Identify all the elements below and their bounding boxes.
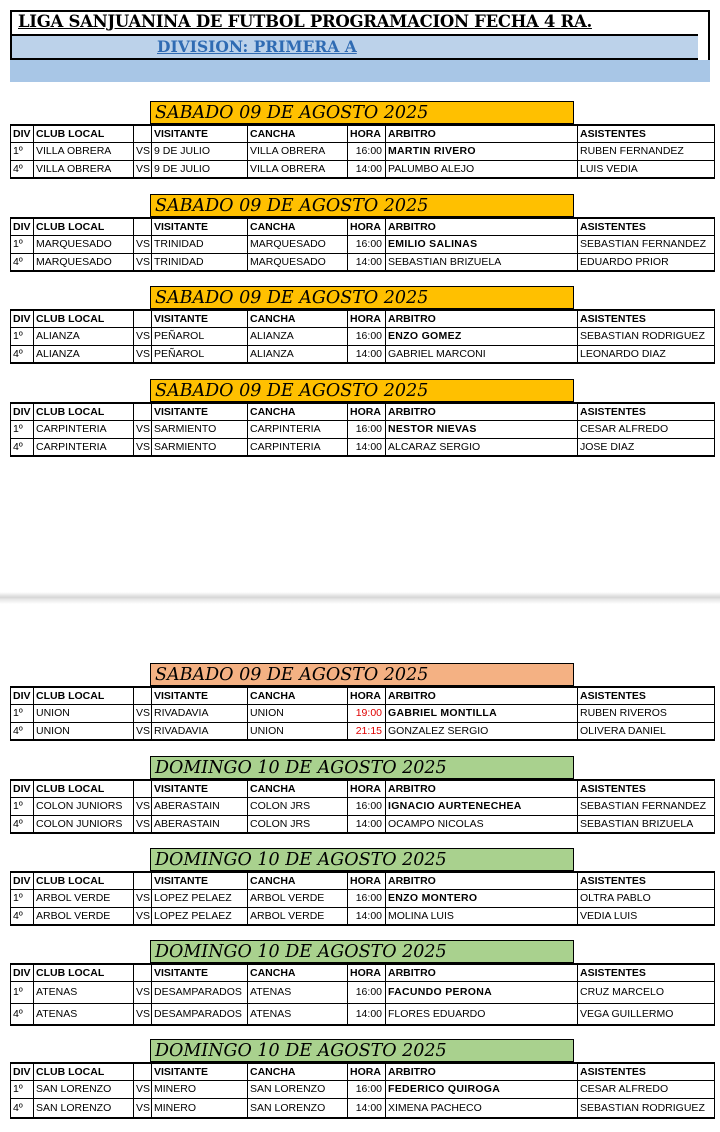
visitante-header: VISITANTE <box>152 780 248 797</box>
asistentes-cell: VEGA GUILLERMO <box>578 1003 715 1025</box>
asistentes-cell: SEBASTIAN RODRIGUEZ <box>578 327 715 345</box>
division-cell: 4º <box>11 1098 34 1118</box>
hora-cell: 16:00 <box>348 889 386 907</box>
club-local-cell: SAN LORENZO <box>34 1098 134 1118</box>
division-cell: 4º <box>11 815 34 833</box>
division-subtitle: DIVISION: PRIMERA A <box>157 37 357 56</box>
div-header: DIV <box>11 780 34 797</box>
asistentes-cell: RUBEN RIVEROS <box>578 704 715 722</box>
asistentes-cell: SEBASTIAN FERNANDEZ <box>578 235 715 253</box>
arbitro-header: ARBITRO <box>386 780 578 797</box>
asistentes-cell: OLTRA PABLO <box>578 889 715 907</box>
cancha-cell: ALIANZA <box>248 327 348 345</box>
table-row <box>11 253 715 271</box>
cancha-header: CANCHA <box>248 872 348 889</box>
fixture-table <box>10 309 715 364</box>
fixture-table <box>10 871 715 926</box>
table-header-row <box>11 964 715 981</box>
vs-cell: VS <box>134 142 152 160</box>
table-row <box>11 722 715 740</box>
arbitro-cell: GABRIEL MARCONI <box>386 345 578 363</box>
arbitro-cell: ENZO MONTERO <box>386 889 578 907</box>
fixture-table <box>10 217 715 272</box>
vs-header <box>134 218 152 235</box>
asistentes-cell: RUBEN FERNANDEZ <box>578 142 715 160</box>
vs-cell: VS <box>134 815 152 833</box>
hora-header: HORA <box>348 1063 386 1080</box>
hora-cell: 14:00 <box>348 907 386 925</box>
table-row <box>11 889 715 907</box>
arbitro-header: ARBITRO <box>386 310 578 327</box>
table-row <box>11 142 715 160</box>
visitante-header: VISITANTE <box>152 1063 248 1080</box>
club-local-cell: MARQUESADO <box>34 253 134 271</box>
table-row <box>11 797 715 815</box>
div-header: DIV <box>11 310 34 327</box>
vs-header <box>134 310 152 327</box>
vs-cell: VS <box>134 1080 152 1098</box>
asistentes-cell: VEDIA LUIS <box>578 907 715 925</box>
club-local-header: CLUB LOCAL <box>34 687 134 704</box>
club-local-cell: VILLA OBRERA <box>34 142 134 160</box>
hora-cell: 14:00 <box>348 253 386 271</box>
arbitro-cell: PALUMBO ALEJO <box>386 160 578 178</box>
table-header-row <box>11 403 715 420</box>
visitante-cell: 9 DE JULIO <box>152 160 248 178</box>
hora-header: HORA <box>348 687 386 704</box>
arbitro-cell: GABRIEL MONTILLA <box>386 704 578 722</box>
visitante-cell: ABERASTAIN <box>152 797 248 815</box>
club-local-cell: SAN LORENZO <box>34 1080 134 1098</box>
cancha-header: CANCHA <box>248 403 348 420</box>
visitante-header: VISITANTE <box>152 872 248 889</box>
title-box <box>10 10 710 60</box>
club-local-cell: MARQUESADO <box>34 235 134 253</box>
division-cell: 4º <box>11 438 34 456</box>
cancha-cell: CARPINTERIA <box>248 420 348 438</box>
asistentes-cell: CESAR ALFREDO <box>578 420 715 438</box>
visitante-cell: LOPEZ PELAEZ <box>152 907 248 925</box>
asistentes-header: ASISTENTES <box>578 687 715 704</box>
club-local-cell: ALIANZA <box>34 345 134 363</box>
division-cell: 4º <box>11 160 34 178</box>
cancha-cell: MARQUESADO <box>248 235 348 253</box>
vs-cell: VS <box>134 235 152 253</box>
cancha-cell: VILLA OBRERA <box>248 142 348 160</box>
cancha-header: CANCHA <box>248 1063 348 1080</box>
visitante-cell: SARMIENTO <box>152 420 248 438</box>
club-local-cell: ARBOL VERDE <box>34 889 134 907</box>
club-local-cell: ATENAS <box>34 981 134 1003</box>
table-header-row <box>11 125 715 142</box>
asistentes-header: ASISTENTES <box>578 1063 715 1080</box>
visitante-header: VISITANTE <box>152 403 248 420</box>
division-cell: 4º <box>11 722 34 740</box>
div-header: DIV <box>11 218 34 235</box>
div-header: DIV <box>11 1063 34 1080</box>
cancha-cell: ALIANZA <box>248 345 348 363</box>
arbitro-cell: FLORES EDUARDO <box>386 1003 578 1025</box>
visitante-cell: TRINIDAD <box>152 253 248 271</box>
club-local-cell: COLON JUNIORS <box>34 797 134 815</box>
asistentes-header: ASISTENTES <box>578 218 715 235</box>
vs-header <box>134 125 152 142</box>
cancha-header: CANCHA <box>248 125 348 142</box>
visitante-header: VISITANTE <box>152 310 248 327</box>
club-local-cell: ALIANZA <box>34 327 134 345</box>
table-row <box>11 345 715 363</box>
asistentes-header: ASISTENTES <box>578 964 715 981</box>
visitante-header: VISITANTE <box>152 687 248 704</box>
division-cell: 1º <box>11 704 34 722</box>
hora-cell: 14:00 <box>348 1098 386 1118</box>
subtitle-band <box>12 34 698 60</box>
arbitro-header: ARBITRO <box>386 1063 578 1080</box>
date-banner: SABADO 09 DE AGOSTO 2025 <box>150 379 574 402</box>
hora-header: HORA <box>348 780 386 797</box>
club-local-cell: UNION <box>34 722 134 740</box>
cancha-cell: VILLA OBRERA <box>248 160 348 178</box>
asistentes-cell: LEONARDO DIAZ <box>578 345 715 363</box>
vs-cell: VS <box>134 797 152 815</box>
hora-cell: 14:00 <box>348 1003 386 1025</box>
club-local-header: CLUB LOCAL <box>34 218 134 235</box>
date-banner: DOMINGO 10 DE AGOSTO 2025 <box>150 940 574 963</box>
club-local-cell: VILLA OBRERA <box>34 160 134 178</box>
visitante-cell: ABERASTAIN <box>152 815 248 833</box>
table-row <box>11 981 715 1003</box>
asistentes-header: ASISTENTES <box>578 403 715 420</box>
asistentes-cell: JOSE DIAZ <box>578 438 715 456</box>
division-cell: 1º <box>11 235 34 253</box>
asistentes-header: ASISTENTES <box>578 310 715 327</box>
table-header-row <box>11 872 715 889</box>
arbitro-cell: EMILIO SALINAS <box>386 235 578 253</box>
asistentes-cell: LUIS VEDIA <box>578 160 715 178</box>
visitante-header: VISITANTE <box>152 125 248 142</box>
club-local-cell: UNION <box>34 704 134 722</box>
asistentes-header: ASISTENTES <box>578 780 715 797</box>
table-row <box>11 327 715 345</box>
date-banner: DOMINGO 10 DE AGOSTO 2025 <box>150 1039 574 1062</box>
page-title: LIGA SANJUANINA DE FUTBOL PROGRAMACION FECHA 4 RA. <box>18 12 592 31</box>
hora-cell: 16:00 <box>348 981 386 1003</box>
club-local-header: CLUB LOCAL <box>34 310 134 327</box>
cancha-cell: COLON JRS <box>248 797 348 815</box>
hora-cell: 16:00 <box>348 797 386 815</box>
vs-header <box>134 872 152 889</box>
visitante-cell: MINERO <box>152 1080 248 1098</box>
arbitro-header: ARBITRO <box>386 125 578 142</box>
hora-cell: 16:00 <box>348 142 386 160</box>
cancha-header: CANCHA <box>248 218 348 235</box>
arbitro-cell: FEDERICO QUIROGA <box>386 1080 578 1098</box>
cancha-cell: ARBOL VERDE <box>248 889 348 907</box>
vs-cell: VS <box>134 907 152 925</box>
hora-cell: 16:00 <box>348 327 386 345</box>
visitante-cell: PEÑAROL <box>152 327 248 345</box>
hora-header: HORA <box>348 964 386 981</box>
arbitro-cell: MOLINA LUIS <box>386 907 578 925</box>
club-local-cell: ARBOL VERDE <box>34 907 134 925</box>
table-row <box>11 420 715 438</box>
hora-cell: 21:15 <box>348 722 386 740</box>
cancha-cell: MARQUESADO <box>248 253 348 271</box>
division-cell: 4º <box>11 907 34 925</box>
asistentes-cell: SEBASTIAN BRIZUELA <box>578 815 715 833</box>
div-header: DIV <box>11 125 34 142</box>
visitante-cell: LOPEZ PELAEZ <box>152 889 248 907</box>
table-row <box>11 1098 715 1118</box>
date-banner: SABADO 09 DE AGOSTO 2025 <box>150 101 574 124</box>
cancha-header: CANCHA <box>248 687 348 704</box>
vs-cell: VS <box>134 327 152 345</box>
cancha-cell: UNION <box>248 704 348 722</box>
visitante-cell: SARMIENTO <box>152 438 248 456</box>
club-local-header: CLUB LOCAL <box>34 403 134 420</box>
hora-header: HORA <box>348 310 386 327</box>
date-banner: SABADO 09 DE AGOSTO 2025 <box>150 194 574 217</box>
hora-header: HORA <box>348 218 386 235</box>
table-row <box>11 160 715 178</box>
club-local-header: CLUB LOCAL <box>34 780 134 797</box>
date-banner: DOMINGO 10 DE AGOSTO 2025 <box>150 756 574 779</box>
fixture-table <box>10 1062 715 1119</box>
visitante-cell: PEÑAROL <box>152 345 248 363</box>
division-cell: 1º <box>11 889 34 907</box>
table-row <box>11 235 715 253</box>
fixture-table <box>10 779 715 834</box>
cancha-cell: ARBOL VERDE <box>248 907 348 925</box>
cancha-cell: ATENAS <box>248 981 348 1003</box>
arbitro-cell: IGNACIO AURTENECHEA <box>386 797 578 815</box>
club-local-header: CLUB LOCAL <box>34 125 134 142</box>
hora-cell: 14:00 <box>348 815 386 833</box>
table-header-row <box>11 687 715 704</box>
arbitro-cell: OCAMPO NICOLAS <box>386 815 578 833</box>
division-cell: 4º <box>11 1003 34 1025</box>
table-header-row <box>11 310 715 327</box>
cancha-cell: SAN LORENZO <box>248 1080 348 1098</box>
arbitro-header: ARBITRO <box>386 403 578 420</box>
asistentes-cell: EDUARDO PRIOR <box>578 253 715 271</box>
table-row <box>11 1003 715 1025</box>
vs-cell: VS <box>134 253 152 271</box>
vs-cell: VS <box>134 889 152 907</box>
table-row <box>11 907 715 925</box>
asistentes-header: ASISTENTES <box>578 125 715 142</box>
vs-cell: VS <box>134 345 152 363</box>
visitante-cell: MINERO <box>152 1098 248 1118</box>
division-cell: 1º <box>11 981 34 1003</box>
vs-cell: VS <box>134 160 152 178</box>
division-cell: 1º <box>11 797 34 815</box>
date-banner: SABADO 09 DE AGOSTO 2025 <box>150 663 574 686</box>
div-header: DIV <box>11 872 34 889</box>
table-row <box>11 438 715 456</box>
division-cell: 1º <box>11 142 34 160</box>
table-row <box>11 815 715 833</box>
date-banner: SABADO 09 DE AGOSTO 2025 <box>150 286 574 309</box>
vs-header <box>134 964 152 981</box>
table-header-row <box>11 218 715 235</box>
asistentes-cell: OLIVERA DANIEL <box>578 722 715 740</box>
club-local-header: CLUB LOCAL <box>34 872 134 889</box>
hora-cell: 14:00 <box>348 438 386 456</box>
visitante-cell: RIVADAVIA <box>152 704 248 722</box>
visitante-header: VISITANTE <box>152 964 248 981</box>
cancha-cell: COLON JRS <box>248 815 348 833</box>
arbitro-cell: FACUNDO PERONA <box>386 981 578 1003</box>
header-band <box>10 60 710 82</box>
club-local-cell: CARPINTERIA <box>34 438 134 456</box>
vs-header <box>134 403 152 420</box>
cancha-header: CANCHA <box>248 780 348 797</box>
div-header: DIV <box>11 964 34 981</box>
table-row <box>11 1080 715 1098</box>
table-header-row <box>11 780 715 797</box>
page-break <box>0 592 720 604</box>
arbitro-cell: MARTIN RIVERO <box>386 142 578 160</box>
club-local-header: CLUB LOCAL <box>34 964 134 981</box>
arbitro-cell: ENZO GOMEZ <box>386 327 578 345</box>
arbitro-header: ARBITRO <box>386 872 578 889</box>
vs-cell: VS <box>134 420 152 438</box>
hora-header: HORA <box>348 403 386 420</box>
arbitro-header: ARBITRO <box>386 964 578 981</box>
cancha-cell: SAN LORENZO <box>248 1098 348 1118</box>
hora-cell: 19:00 <box>348 704 386 722</box>
table-header-row <box>11 1063 715 1080</box>
vs-cell: VS <box>134 981 152 1003</box>
cancha-cell: CARPINTERIA <box>248 438 348 456</box>
hora-header: HORA <box>348 125 386 142</box>
vs-cell: VS <box>134 438 152 456</box>
hora-cell: 16:00 <box>348 1080 386 1098</box>
arbitro-cell: GONZALEZ SERGIO <box>386 722 578 740</box>
cancha-header: CANCHA <box>248 310 348 327</box>
asistentes-cell: CRUZ MARCELO <box>578 981 715 1003</box>
hora-header: HORA <box>348 872 386 889</box>
asistentes-cell: SEBASTIAN RODRIGUEZ <box>578 1098 715 1118</box>
club-local-header: CLUB LOCAL <box>34 1063 134 1080</box>
cancha-cell: UNION <box>248 722 348 740</box>
arbitro-cell: NESTOR NIEVAS <box>386 420 578 438</box>
table-row <box>11 704 715 722</box>
club-local-cell: ATENAS <box>34 1003 134 1025</box>
fixture-table <box>10 402 715 457</box>
div-header: DIV <box>11 687 34 704</box>
visitante-cell: 9 DE JULIO <box>152 142 248 160</box>
visitante-cell: DESAMPARADOS <box>152 981 248 1003</box>
cancha-cell: ATENAS <box>248 1003 348 1025</box>
cancha-header: CANCHA <box>248 964 348 981</box>
hora-cell: 16:00 <box>348 420 386 438</box>
division-cell: 4º <box>11 253 34 271</box>
vs-cell: VS <box>134 722 152 740</box>
asistentes-cell: SEBASTIAN FERNANDEZ <box>578 797 715 815</box>
hora-cell: 14:00 <box>348 345 386 363</box>
arbitro-cell: SEBASTIAN BRIZUELA <box>386 253 578 271</box>
div-header: DIV <box>11 403 34 420</box>
club-local-cell: COLON JUNIORS <box>34 815 134 833</box>
vs-cell: VS <box>134 1098 152 1118</box>
division-cell: 1º <box>11 420 34 438</box>
vs-cell: VS <box>134 704 152 722</box>
club-local-cell: CARPINTERIA <box>34 420 134 438</box>
visitante-header: VISITANTE <box>152 218 248 235</box>
hora-cell: 14:00 <box>348 160 386 178</box>
visitante-cell: TRINIDAD <box>152 235 248 253</box>
arbitro-header: ARBITRO <box>386 687 578 704</box>
fixture-table <box>10 963 715 1026</box>
hora-cell: 16:00 <box>348 235 386 253</box>
division-cell: 1º <box>11 1080 34 1098</box>
document-header <box>10 10 710 82</box>
vs-cell: VS <box>134 1003 152 1025</box>
vs-header <box>134 780 152 797</box>
asistentes-cell: CESAR ALFREDO <box>578 1080 715 1098</box>
fixture-table <box>10 686 715 741</box>
arbitro-cell: ALCARAZ SERGIO <box>386 438 578 456</box>
arbitro-header: ARBITRO <box>386 218 578 235</box>
fixture-table <box>10 124 715 179</box>
asistentes-header: ASISTENTES <box>578 872 715 889</box>
vs-header <box>134 687 152 704</box>
visitante-cell: DESAMPARADOS <box>152 1003 248 1025</box>
arbitro-cell: XIMENA PACHECO <box>386 1098 578 1118</box>
date-banner: DOMINGO 10 DE AGOSTO 2025 <box>150 848 574 871</box>
visitante-cell: RIVADAVIA <box>152 722 248 740</box>
division-cell: 1º <box>11 327 34 345</box>
vs-header <box>134 1063 152 1080</box>
division-cell: 4º <box>11 345 34 363</box>
